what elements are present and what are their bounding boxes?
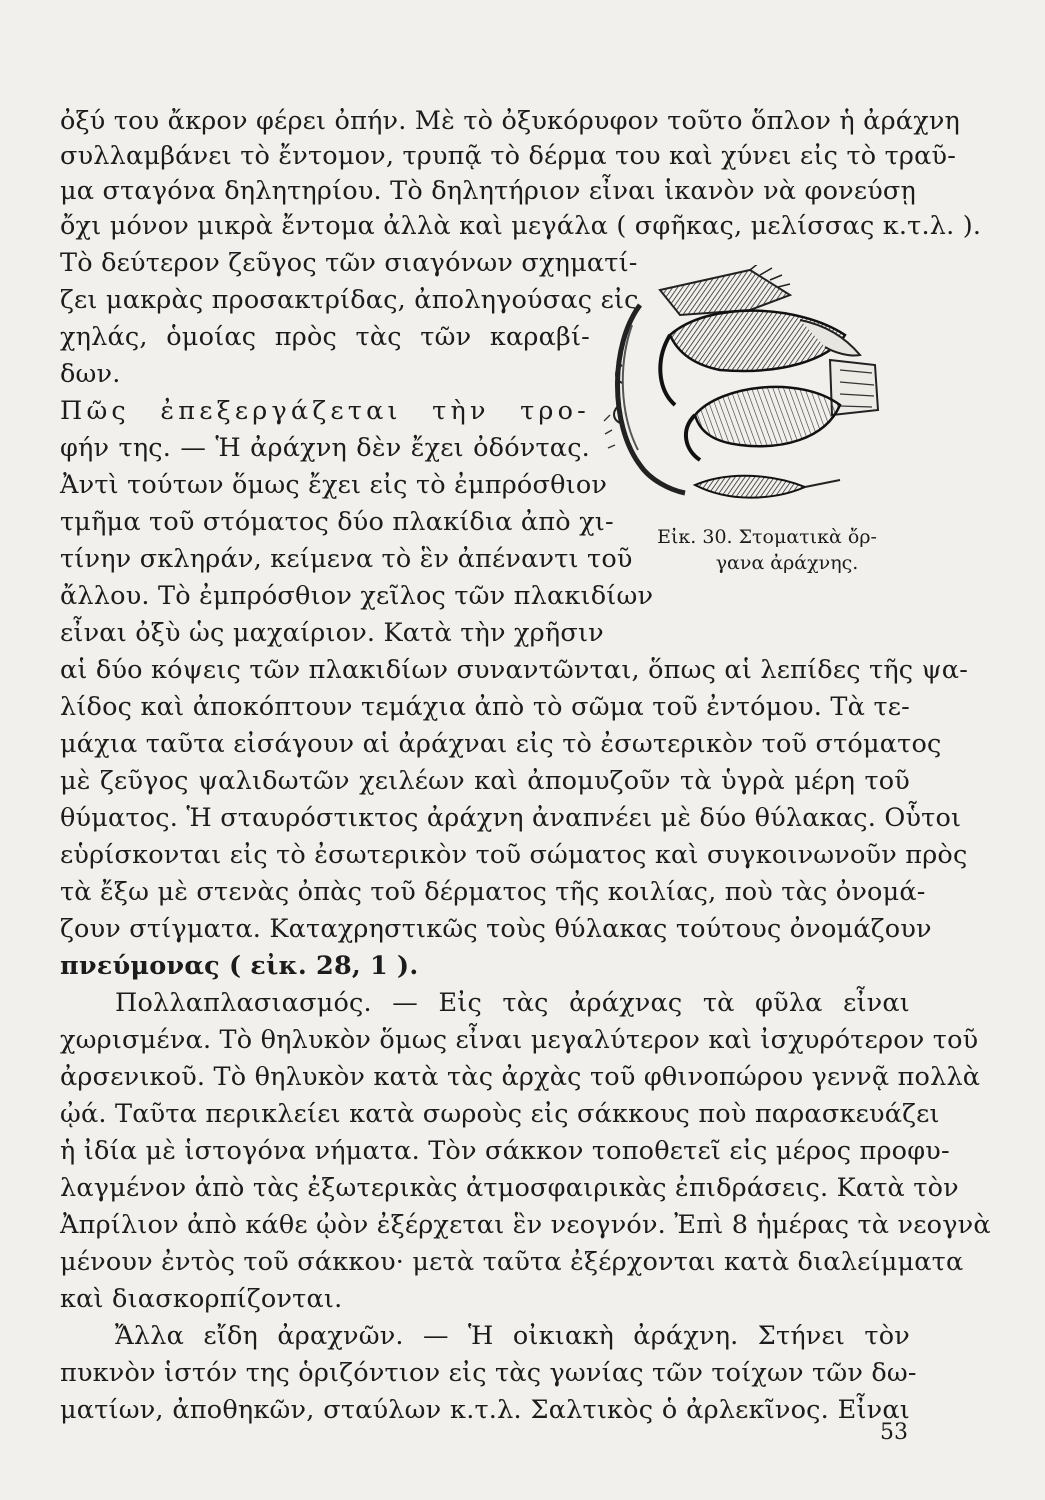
text-line-29: ἡ ἰδία μὲ ἱστογόνα νήματα. Τὸν σάκκον τοποθετεῖ εἰς μέρος προφυ- xyxy=(60,1136,950,1166)
text-line-3: μα σταγόνα δηλητηρίου. Τὸ δηλητήριον εἶναι ἱκανὸν νὰ φονεύσῃ xyxy=(60,176,917,206)
text-line-5: Τὸ δεύτερον ζεῦγος τῶν σιαγόνων σχηματί- xyxy=(60,248,638,278)
text-line-27: ἀρσενικοῦ. Τὸ θηλυκὸν κατὰ τὰς ἀρχὰς τοῦ φθινοπώρου γεννᾷ πολλὰ xyxy=(60,1062,981,1092)
text-line-15: εἶναι ὀξὺ ὡς μαχαίριον. Κατὰ τὴν χρῆσιν xyxy=(60,618,604,648)
text-line-19: μὲ ζεῦγος ψαλιδωτῶν χειλέων καὶ ἀπομυζοῦν τὰ ὑγρὰ μέρη τοῦ xyxy=(60,766,910,796)
text-line-7: χηλάς, ὁμοίας πρὸς τὰς τῶν καραβί- xyxy=(60,322,590,352)
spider-mouthparts-illustration xyxy=(600,265,885,520)
figure-caption-line-2: γανα ἀράχνης. xyxy=(715,552,859,574)
text-line-21: εὑρίσκονται εἰς τὸ ἐσωτερικὸν τοῦ σώματος καὶ συγκοινωνοῦν πρὸς xyxy=(60,840,968,870)
text-line-32: μένουν ἐντὸς τοῦ σάκκου· μετὰ ταῦτα ἐξέρχονται κατὰ διαλείμματα xyxy=(60,1247,964,1277)
text-line-11: Ἀντὶ τούτων ὅμως ἔχει εἰς τὸ ἐμπρόσθιον xyxy=(60,470,608,500)
text-line-33: καὶ διασκορπίζονται. xyxy=(60,1284,343,1314)
text-line-13: τίνην σκληράν, κείμενα τὸ ἓν ἀπέναντι τοῦ xyxy=(60,544,633,574)
text-line-16: αἱ δύο κόψεις τῶν πλακιδίων συναντῶνται, ὅπως αἱ λεπίδες τῆς ψα- xyxy=(60,655,969,685)
section-heading-processing: Πῶς ἐπεξεργάζεται τὴν τρο- xyxy=(60,396,590,426)
text-line-10: φήν της. — Ἡ ἀράχνη δὲν ἔχει ὀδόντας. xyxy=(60,433,590,463)
text-line-8: δων. xyxy=(60,359,121,389)
page-number: 53 xyxy=(880,1420,908,1445)
text-line-35: πυκνὸν ἱστόν της ὁριζόντιον εἰς τὰς γωνίας τῶν τοίχων τῶν δω- xyxy=(60,1358,917,1388)
text-line-14: ἄλλου. Τὸ ἐμπρόσθιον χεῖλος τῶν πλακιδίων xyxy=(60,581,654,611)
text-line-4: ὄχι μόνον μικρὰ ἔντομα ἀλλὰ καὶ μεγάλα ( σφῆκας, μελίσσας κ.τ.λ. ). xyxy=(60,211,982,241)
text-line-6: ζει μακρὰς προσακτρίδας, ἀποληγούσας εἰς xyxy=(60,285,639,315)
text-line-26: χωρισμένα. Τὸ θηλυκὸν ὅμως εἶναι μεγαλύτερον καὶ ἰσχυρότερον τοῦ xyxy=(60,1025,979,1055)
text-line-36: ματίων, ἀποθηκῶν, σταύλων κ.τ.λ. Σαλτικὸς ὁ ἀρλεκῖνος. Εἶναι xyxy=(60,1395,910,1425)
text-line-28: ᾠά. Ταῦτα περικλείει κατὰ σωροὺς εἰς σάκκους ποὺ παρασκευάζει xyxy=(60,1099,940,1129)
text-line-22: τὰ ἔξω μὲ στενὰς ὀπὰς τοῦ δέρματος τῆς κοιλίας, ποὺ τὰς ὀνομά- xyxy=(60,877,926,907)
text-line-23: ζουν στίγματα. Καταχρηστικῶς τοὺς θύλακας τούτους ὀνομάζουν xyxy=(60,914,932,944)
text-line-17: λίδος καὶ ἀποκόπτουν τεμάχια ἀπὸ τὸ σῶμα τοῦ ἐντόμου. Τὰ τε- xyxy=(60,692,910,722)
text-line-1: ὀξύ του ἄκρον φέρει ὀπήν. Μὲ τὸ ὀξυκόρυφον τοῦτο ὅπλον ἡ ἀράχνη xyxy=(60,106,961,136)
text-line-30: λαγμένον ἀπὸ τὰς ἐξωτερικὰς ἀτμοσφαιρικὰς ἐπιδράσεις. Κατὰ τὸν xyxy=(60,1173,959,1203)
text-line-18: μάχια ταῦτα εἰσάγουν αἱ ἀράχναι εἰς τὸ ἐσωτερικὸν τοῦ στόματος xyxy=(60,729,942,759)
text-line-20: θύματος. Ἡ σταυρόστικτος ἀράχνη ἀναπνέει μὲ δύο θύλακας. Οὗτοι xyxy=(60,803,962,833)
section-heading-reproduction: Πολλαπλασιασμός. — Εἰς τὰς ἀράχνας τὰ φῦλα εἶναι xyxy=(115,988,910,1018)
figure-caption-line-1: Εἰκ. 30. Στοματικὰ ὄρ- xyxy=(657,526,877,548)
text-line-12: τμῆμα τοῦ στόματος δύο πλακίδια ἀπὸ χι- xyxy=(60,507,614,537)
text-line-2: συλλαμβάνει τὸ ἔντομον, τρυπᾷ τὸ δέρμα του καὶ χύνει εἰς τὸ τραῦ- xyxy=(60,141,957,171)
section-heading-other-species: Ἄλλα εἴδη ἀραχνῶν. — Ἡ οἰκιακὴ ἀράχνη. Στήνει τὸν xyxy=(115,1321,910,1351)
text-line-31: Ἀπρίλιον ἀπὸ κάθε ᾠὸν ἐξέρχεται ἓν νεογνόν. Ἐπὶ 8 ἡμέρας τὰ νεογνὰ xyxy=(60,1210,991,1240)
text-line-24: πνεύμονας ( εἰκ. 28, 1 ). xyxy=(60,951,419,981)
figure-caption xyxy=(622,524,912,576)
